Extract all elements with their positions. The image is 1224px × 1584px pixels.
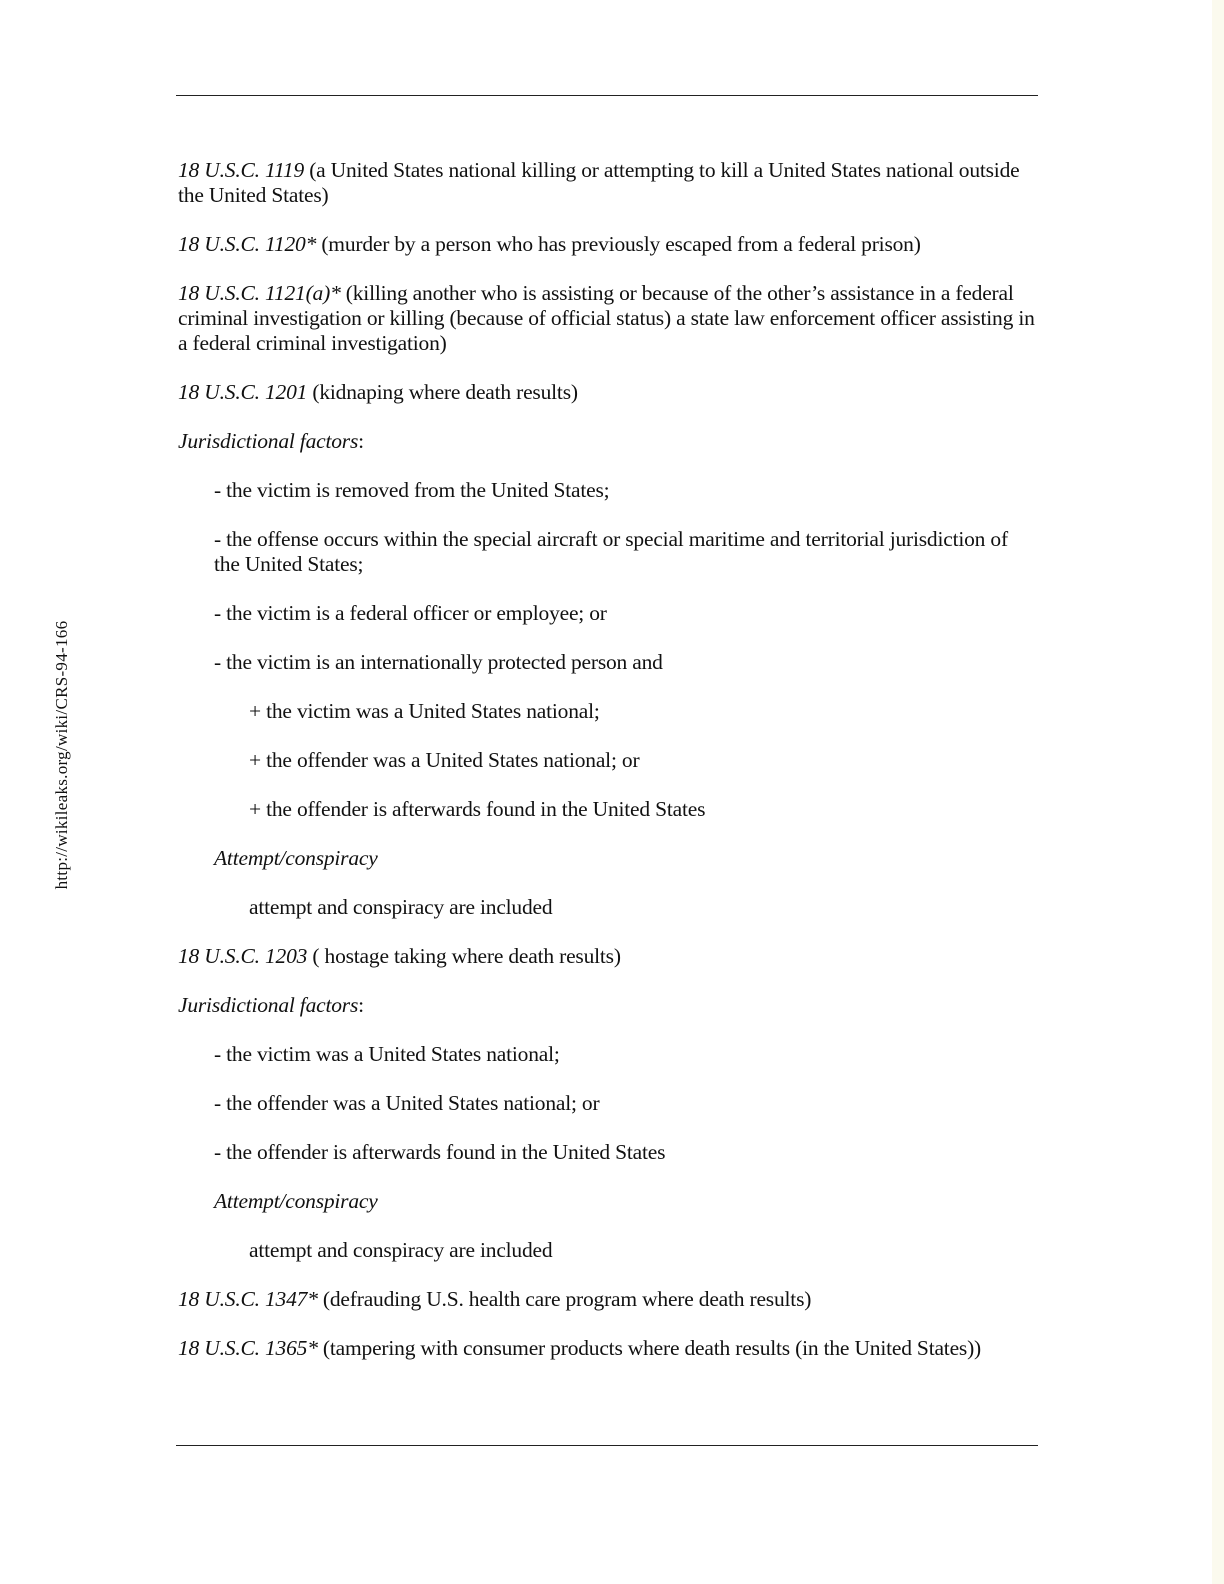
paragraph xyxy=(178,1336,1038,1361)
statute-citation: 18 U.S.C. 1119 xyxy=(178,158,305,182)
section-heading xyxy=(178,429,1038,454)
paragraph-text: (tampering with consumer products where death results (in the United States)) xyxy=(317,1336,982,1360)
list-item: - the offender was a United States national; or xyxy=(214,1091,600,1115)
heading-colon: : xyxy=(358,429,364,453)
sub-list-item: + the victim was a United States national; xyxy=(249,699,600,723)
footer-rule xyxy=(176,1445,1038,1446)
heading-label: Jurisdictional factors xyxy=(178,993,359,1017)
paragraph xyxy=(178,380,1038,405)
attempt-conspiracy-heading: Attempt/conspiracy xyxy=(214,846,378,870)
paragraph-text: (kidnaping where death results) xyxy=(307,380,578,404)
paragraph-text: (murder by a person who has previously escaped from a federal prison) xyxy=(316,232,921,256)
statute-citation: 18 U.S.C. 1120* xyxy=(178,232,317,256)
paragraph xyxy=(178,281,1038,356)
paragraph xyxy=(178,944,1038,969)
paragraph xyxy=(178,158,1038,208)
list-item: - the offender is afterwards found in the United States xyxy=(214,1140,666,1164)
margin-source-url: http://wikileaks.org/wiki/CRS-94-166 xyxy=(52,620,71,890)
document-body xyxy=(178,158,1038,1385)
paragraph xyxy=(178,232,1038,257)
list-item: - the victim is removed from the United States; xyxy=(214,478,610,502)
paragraph-text: (killing another who is assisting or because of the other’s assistance in a federal criminal investigation or killing (because of official status) a state law enforcement officer assisting in a federal criminal investigation) xyxy=(178,281,1035,355)
statute-citation: 18 U.S.C. 1347* xyxy=(178,1287,318,1311)
statute-citation: 18 U.S.C. 1201 xyxy=(178,380,308,404)
section-heading xyxy=(178,993,1038,1018)
list-item: - the victim was a United States national; xyxy=(214,1042,560,1066)
statute-citation: 18 U.S.C. 1365* xyxy=(178,1336,318,1360)
header-rule xyxy=(176,95,1038,96)
paragraph-text: (a United States national killing or attempting to kill a United States national outside the United States) xyxy=(178,158,1020,207)
sub-list-item: attempt and conspiracy are included xyxy=(249,1238,553,1262)
paragraph-text: ( hostage taking where death results) xyxy=(307,944,621,968)
sub-list-item: + the offender was a United States national; or xyxy=(249,748,640,772)
list-item: - the offense occurs within the special aircraft or special maritime and territorial jurisdiction of the United States; xyxy=(214,527,1008,576)
page-edge-strip xyxy=(1212,0,1224,1584)
heading-colon: : xyxy=(358,993,364,1017)
paragraph-text: (defrauding U.S. health care program where death results) xyxy=(317,1287,812,1311)
list-item: - the victim is an internationally protected person and xyxy=(214,650,663,674)
attempt-conspiracy-heading: Attempt/conspiracy xyxy=(214,1189,378,1213)
statute-citation: 18 U.S.C. 1203 xyxy=(178,944,308,968)
statute-citation: 18 U.S.C. 1121(a)* xyxy=(178,281,341,305)
sub-list-item: attempt and conspiracy are included xyxy=(249,895,553,919)
list-item: - the victim is a federal officer or employee; or xyxy=(214,601,607,625)
sub-list-item: + the offender is afterwards found in the United States xyxy=(249,797,706,821)
paragraph xyxy=(178,1287,1038,1312)
heading-label: Jurisdictional factors xyxy=(178,429,359,453)
